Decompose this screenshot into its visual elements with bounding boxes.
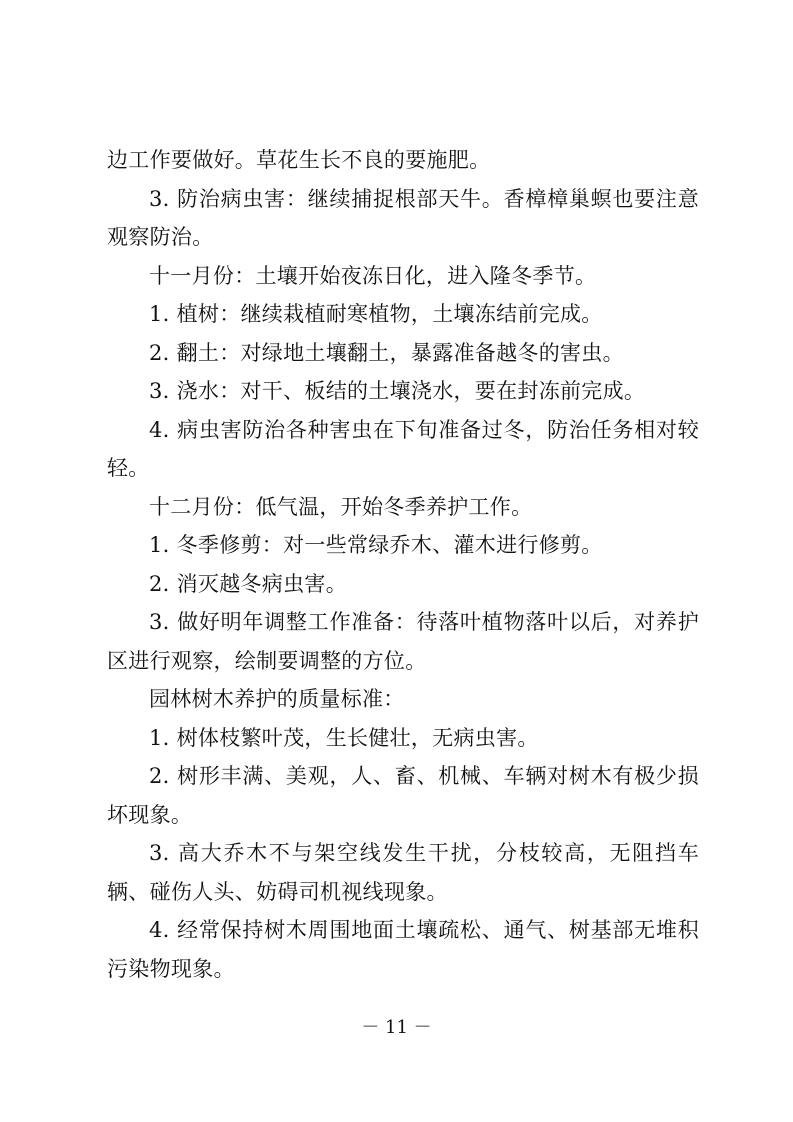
body-text	[107, 141, 699, 988]
paragraph-10: 2. 消灭越冬病虫害。	[149, 571, 348, 596]
paragraph-4: 1. 植树：继续栽植耐寒植物，土壤冻结前完成。	[149, 302, 603, 326]
paragraph-11: 3. 做好明年调整工作准备：待落叶植物落叶以后，对养护区进行观察，绘制要调整的方位。	[107, 610, 699, 673]
paragraph-6: 3. 浇水：对干、板结的土壤浇水，要在封冻前完成。	[149, 379, 646, 403]
paragraph-7: 4. 病虫害防治各种害虫在下旬准备过冬，防治任务相对较轻。	[107, 417, 699, 480]
paragraph-2: 3. 防治病虫害：继续捕捉根部天牛。香樟樟巢螟也要注意观察防治。	[107, 186, 699, 249]
paragraph-3: 十一月份：土壤开始夜冻日化，进入隆冬季节。	[149, 263, 597, 288]
paragraph-8: 十二月份：低气温，开始冬季养护工作。	[149, 494, 533, 519]
paragraph-12: 园林树木养护的质量标准：	[149, 687, 405, 711]
paragraph-1: 边工作要做好。草花生长不良的要施肥。	[107, 148, 491, 172]
page-number: － 11 －	[361, 1017, 432, 1038]
paragraph-5: 2. 翻土：对绿地土壤翻土，暴露准备越冬的害虫。	[149, 340, 624, 365]
paragraph-9: 1. 冬季修剪：对一些常绿乔木、灌木进行修剪。	[149, 533, 603, 557]
paragraph-15: 3. 高大乔木不与架空线发生干扰，分枝较高，无阻挡车辆、碰伤人头、妨碍司机视线现象。	[107, 841, 699, 904]
paragraph-14: 2. 树形丰满、美观，人、畜、机械、车辆对树木有极少损坏现象。	[107, 764, 699, 827]
paragraph-16: 4. 经常保持树木周围地面土壤疏松、通气、树基部无堆积污染物现象。	[107, 918, 699, 981]
paragraph-13: 1. 树体枝繁叶茂，生长健壮，无病虫害。	[149, 725, 539, 750]
